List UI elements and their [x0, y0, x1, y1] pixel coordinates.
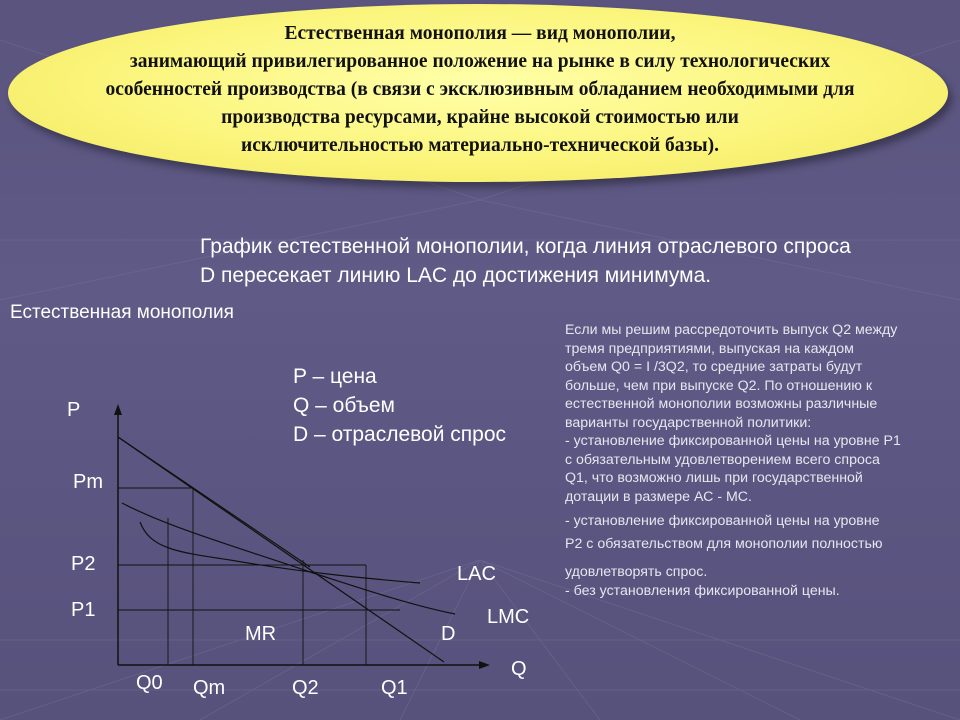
note-line: объем Q0 = I /3Q2, то средние затраты будут — [565, 359, 863, 375]
lmc-label: LMC — [487, 606, 530, 628]
subtitle-line: График естественной монополии, когда линия отраслевого спроса — [200, 235, 851, 258]
definition-line: производства ресурсами, крайне высокой стоимостью или — [221, 107, 739, 128]
note-line: с обязательным удовлетворением всего спроса — [565, 451, 880, 468]
note-line: естественной монополии возможны различные — [565, 396, 878, 412]
mr-label: MR — [245, 623, 277, 645]
subtitle-line: D пересекает линию LAC до достижения минимума. — [200, 264, 712, 287]
p-axis-arrow — [114, 404, 122, 415]
note-line: Q1, что возможно лишь при государственной — [565, 470, 863, 486]
q2-label: Q2 — [292, 677, 319, 699]
definition-line: Естественная монополия — вид монополии, — [284, 23, 676, 44]
note-line: - установление фиксированной цены на уровне Р1 — [565, 433, 901, 449]
chart-title: Естественная монополия — [10, 302, 234, 323]
definition-line: занимающий привилегированное положение на рынке в силу технологических — [129, 51, 831, 72]
note-line: - без установления фиксированной цены. — [565, 582, 840, 599]
p-axis-label: P — [67, 399, 81, 421]
q1-label: Q1 — [381, 677, 408, 699]
note-line: удовлетворять спрос. — [565, 564, 708, 580]
note-line: тремя предприятиями, выпуская на каждом — [565, 340, 854, 357]
qm-label: Qm — [193, 677, 226, 699]
legend-item: P – цена — [293, 365, 377, 388]
note-line: больше, чем при выпуске Q2. По отношению к — [565, 377, 873, 394]
note-line: дотации в размере АС - МС. — [565, 488, 752, 505]
lac-curve — [140, 522, 420, 583]
p1-label: P1 — [71, 599, 96, 621]
q-axis-label: Q — [511, 658, 527, 680]
definition-line: особенностей производства (в связи с эксклюзивным обладанием необходимыми для — [105, 79, 855, 100]
note-line: - установление фиксированной цены на уровне — [565, 513, 880, 529]
p2-label: P2 — [71, 553, 96, 575]
note-line: Если мы решим рассредоточить выпуск Q2 между — [565, 322, 898, 338]
lmc-curve — [122, 503, 455, 614]
q0-label: Q0 — [136, 672, 163, 694]
note-line: варианты государственной политики: — [565, 414, 812, 431]
note-line: Р2 с обязательством для монополии полностью — [565, 535, 883, 552]
definition-line: исключительностью материально-технической базы). — [241, 135, 719, 156]
q-axis-arrow — [479, 661, 490, 669]
legend-item: Q – объем — [293, 394, 395, 417]
legend-item: D – отраслевой спрос — [293, 423, 507, 446]
mr-curve — [118, 437, 310, 567]
d-label: D — [441, 623, 456, 645]
pm-label: Pm — [73, 471, 103, 493]
lac-label: LAC — [457, 563, 496, 585]
